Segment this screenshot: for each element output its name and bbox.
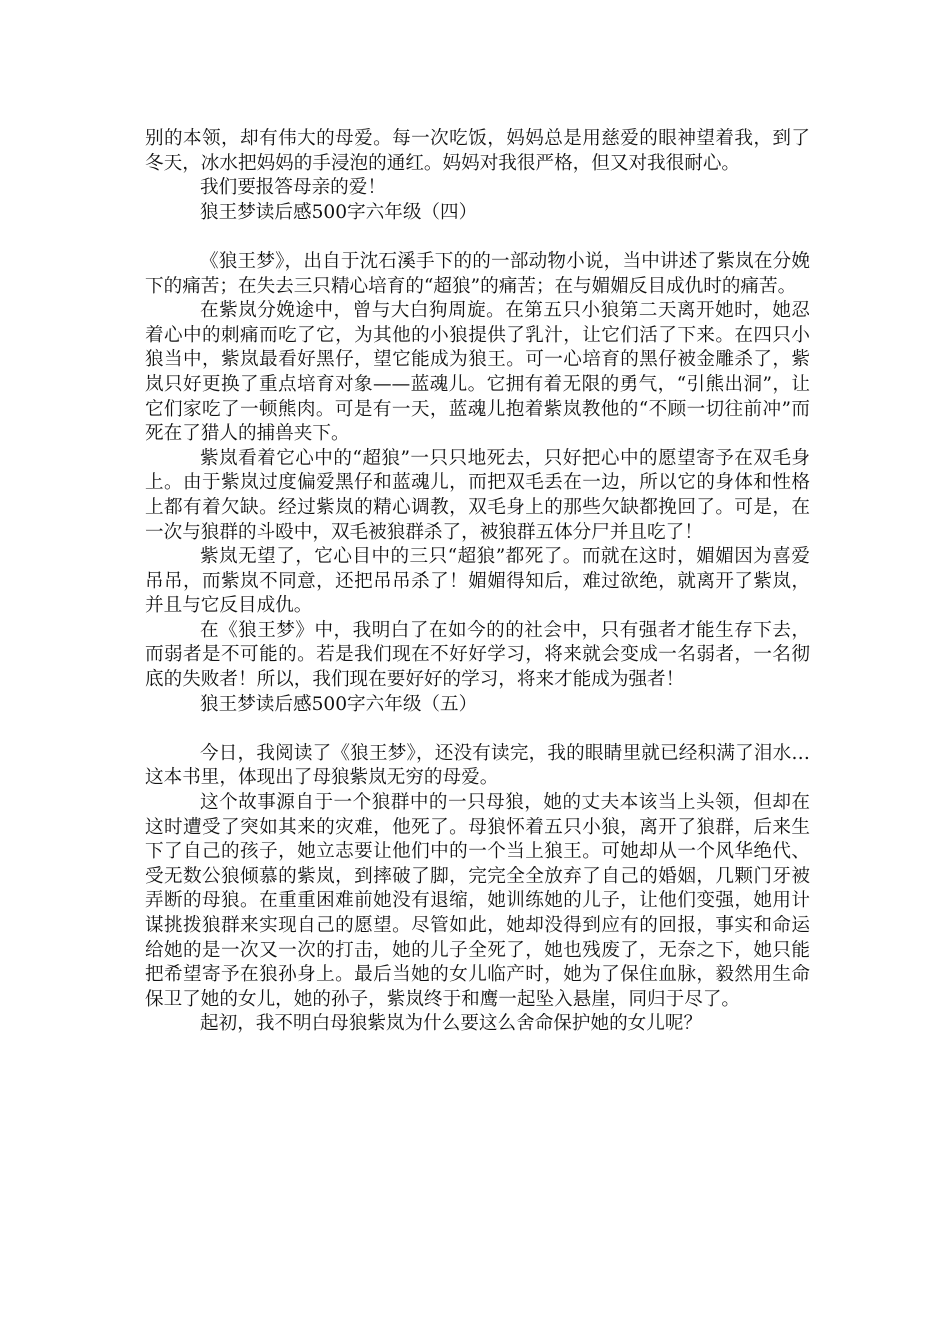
paragraph: 紫岚看着它心中的“超狼”一只只地死去，只好把心中的愿望寄予在双毛身上。由于紫岚过度偏爱黑仔和蓝魂儿，而把双毛丢在一边，所以它的身体和性格上都有着欠缺。经过紫岚的精心调教，双毛身上的那些欠缺都挽回了。可是，在一次与狼群的斗殴中，双毛被狼群杀了，被狼群五体分尸并且吃了！ <box>145 447 810 543</box>
blank-line <box>145 225 810 250</box>
paragraph: 我们要报答母亲的爱！ <box>200 177 386 199</box>
blank-line <box>145 717 810 742</box>
section-heading: 狼王梦读后感500字六年级（五） <box>200 693 478 715</box>
document-page <box>145 127 810 1037</box>
paragraph-continuation: 别的本领，却有伟大的母爱。每一次吃饭，妈妈总是用慈爱的眼神望着我，到了冬天，冰水把妈妈的手浸泡的通红。妈妈对我很严格，但又对我很耐心。 <box>145 128 810 174</box>
paragraph: 在《狼王梦》中，我明白了在如今的的社会中，只有强者才能生存下去，而弱者是不可能的。若是我们现在不好好学习，将来就会变成一名弱者，一名彻底的失败者！所以，我们现在要好好的学习，将来才能成为强者！ <box>145 619 810 691</box>
paragraph: 这个故事源自于一个狼群中的一只母狼，她的丈夫本该当上头领，但却在这时遭受了突如其来的灾难，他死了。母狼怀着五只小狼，离开了狼群，后来生下了自己的孩子，她立志要让他们中的一个当上狼王。可她却从一个风华绝代、受无数公狼倾慕的紫岚，到摔破了脚，完完全全放弃了自己的婚姻，几颗门牙被弄断的母狼。在重重困难前她没有退缩，她训练她的儿子，让他们变强，她用计谋挑拨狼群来实现自己的愿望。尽管如此，她却没得到应有的回报，事实和命运给她的是一次又一次的打击，她的儿子全死了，她也残废了，无奈之下，她只能把希望寄予在狼孙身上。最后当她的女儿临产时，她为了保住血脉，毅然用生命保卫了她的女儿，她的孙子，紫岚终于和鹰一起坠入悬崖，同归于尽了。 <box>145 792 810 1010</box>
paragraph: 今日，我阅读了《狼王梦》，还没有读完，我的眼睛里就已经积满了泪水…这本书里，体现出了母狼紫岚无穷的母爱。 <box>145 742 810 789</box>
paragraph: 起初，我不明白母狼紫岚为什么要这么舍命保护她的女儿呢？ <box>200 1013 703 1035</box>
paragraph: 在紫岚分娩途中，曾与大白狗周旋。在第五只小狼第二天离开她时，她忍着心中的刺痛而吃了它，为其他的小狼提供了乳汁，让它们活了下来。在四只小狼当中，紫岚最看好黑仔，望它能成为狼王。可一心培育的黑仔被金雕杀了，紫岚只好更换了重点培育对象——蓝魂儿。它拥有着无限的勇气，“引熊出洞”，让它们家吃了一顿熊肉。可是有一天，蓝魂儿抱着紫岚教他的“不顾一切往前冲”而死在了猎人的捕兽夹下。 <box>145 300 810 445</box>
paragraph: 紫岚无望了，它心目中的三只“超狼”都死了。而就在这时，媚媚因为喜爱吊吊，而紫岚不同意，还把吊吊杀了！媚媚得知后，难过欲绝，就离开了紫岚，并且与它反目成仇。 <box>145 546 810 617</box>
section-heading: 狼王梦读后感500字六年级（四） <box>200 201 478 223</box>
paragraph: 《狼王梦》，出自于沈石溪手下的的一部动物小说，当中讲述了紫岚在分娩下的痛苦；在失去三只精心培育的“超狼”的痛苦；在与媚媚反目成仇时的痛苦。 <box>145 250 810 297</box>
